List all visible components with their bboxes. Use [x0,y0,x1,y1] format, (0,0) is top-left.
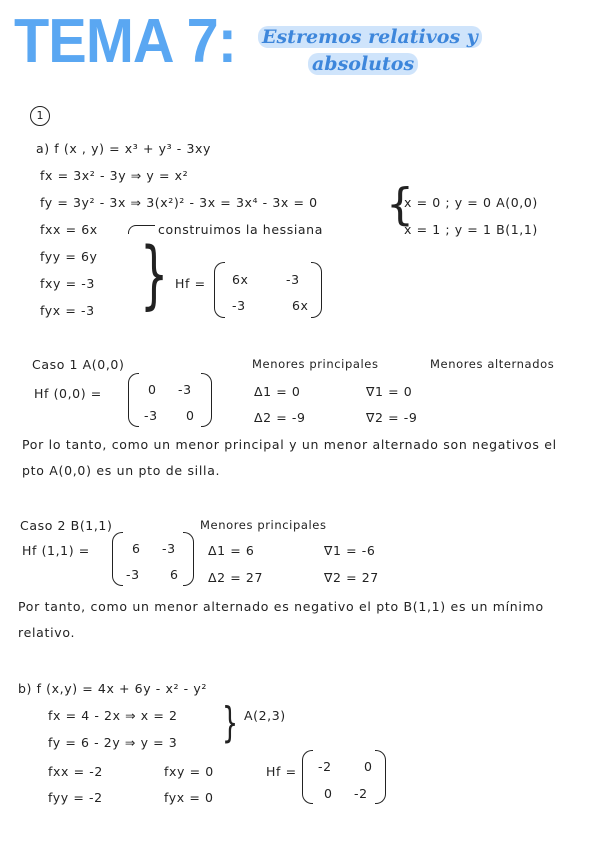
matrix-cell: -2 [354,786,368,801]
case2-conclusion: Por tanto, como un menor alternado es negativo el pto B(1,1) es un mínimo relativo. [18,599,544,640]
solution-brace: { [386,179,414,230]
part-a-fx: fx = 3x² - 3y ⇒ y = x² [40,168,189,183]
case1-delta1: Δ1 = 0 [254,384,301,399]
right-paren [311,262,322,318]
case2-nabla1: ∇1 = -6 [324,543,376,558]
part-b-fxy: fxy = 0 [164,764,214,779]
case1-delta2: Δ2 = -9 [254,410,306,425]
part-b-fyy: fyy = -2 [48,790,103,805]
part-a-fyy: fyy = 6y [40,249,98,264]
case2-delta2: Δ2 = 27 [208,570,264,585]
case1-nabla1: ∇1 = 0 [366,384,413,399]
matrix-cell: 6x [232,272,249,287]
part-b-hessian-label: Hf = [266,764,297,779]
page-subtitle-line1: Estremos relativos y [258,26,482,48]
hessian-note: construimos la hessiana [158,222,323,237]
matrix-cell: -3 [178,382,192,397]
exercise-number: 1 [30,106,50,126]
matrix-cell: 0 [364,759,373,774]
matrix-cell: 6 [132,541,141,556]
part-a-fy: fy = 3y² - 3x ⇒ 3(x²)² - 3x = 3x⁴ - 3x = 0 [40,195,318,210]
matrix-cell: -3 [286,272,300,287]
part-b-fy: fy = 6 - 2y ⇒ y = 3 [48,735,178,750]
case1-hessian-matrix [128,373,212,427]
part-b-fx: fx = 4 - 2x ⇒ x = 2 [48,708,178,723]
solution-point-b: x = 1 ; y = 1 B(1,1) [404,222,538,237]
case2-hessian-matrix [112,532,194,586]
left-paren [112,532,123,586]
part-a-fxy: fxy = -3 [40,276,95,291]
part-a-hessian-label: Hf = [175,276,206,291]
right-paren [375,750,386,804]
part-b-brace: } [222,698,239,747]
left-paren [128,373,139,427]
matrix-cell: 0 [148,382,157,397]
left-paren [214,262,225,318]
matrix-cell: 6x [292,298,309,313]
case2-hessian-label: Hf (1,1) = [22,543,90,558]
part-a-fyx: fyx = -3 [40,303,95,318]
matrix-cell: -3 [144,408,158,423]
case1-nabla2: ∇2 = -9 [366,410,418,425]
part-b-point: A(2,3) [244,708,286,723]
matrix-cell: -2 [318,759,332,774]
part-a-fxx: fxx = 6x [40,222,98,237]
matrix-cell: -3 [126,567,140,582]
matrix-cell: 0 [186,408,195,423]
part-b-function: b) f (x,y) = 4x + 6y - x² - y² [18,681,207,696]
matrix-cell: 6 [170,567,179,582]
part-a-hessian-matrix [214,262,322,318]
right-paren [201,373,212,427]
solution-point-a: x = 0 ; y = 0 A(0,0) [404,195,538,210]
case1-conclusion: Por lo tanto, como un menor principal y un menor alternado son negativos el pto A(0,0) es un pto de silla. [22,437,557,478]
part-b-hessian-matrix [302,750,386,804]
case1-hessian-label: Hf (0,0) = [34,386,102,401]
case2-delta1: Δ1 = 6 [208,543,255,558]
left-paren [302,750,313,804]
case1-header-alternados: Menores alternados [430,357,555,371]
case1-title: Caso 1 A(0,0) [32,357,125,372]
part-b-fyx: fyx = 0 [164,790,214,805]
part-b-fxx: fxx = -2 [48,764,103,779]
page-subtitle-line2: absolutos [308,53,418,75]
case2-title: Caso 2 B(1,1) [20,518,113,533]
part-a-function: a) f (x , y) = x³ + y³ - 3xy [36,141,212,156]
derivatives-brace: } [140,232,169,318]
case2-header-principal: Menores principales [200,518,327,532]
page-title: TEMA 7: [14,7,236,76]
matrix-cell: -3 [162,541,176,556]
matrix-cell: 0 [324,786,333,801]
case2-nabla2: ∇2 = 27 [324,570,379,585]
right-paren [183,532,194,586]
case1-header-principal: Menores principales [252,357,379,371]
matrix-cell: -3 [232,298,246,313]
